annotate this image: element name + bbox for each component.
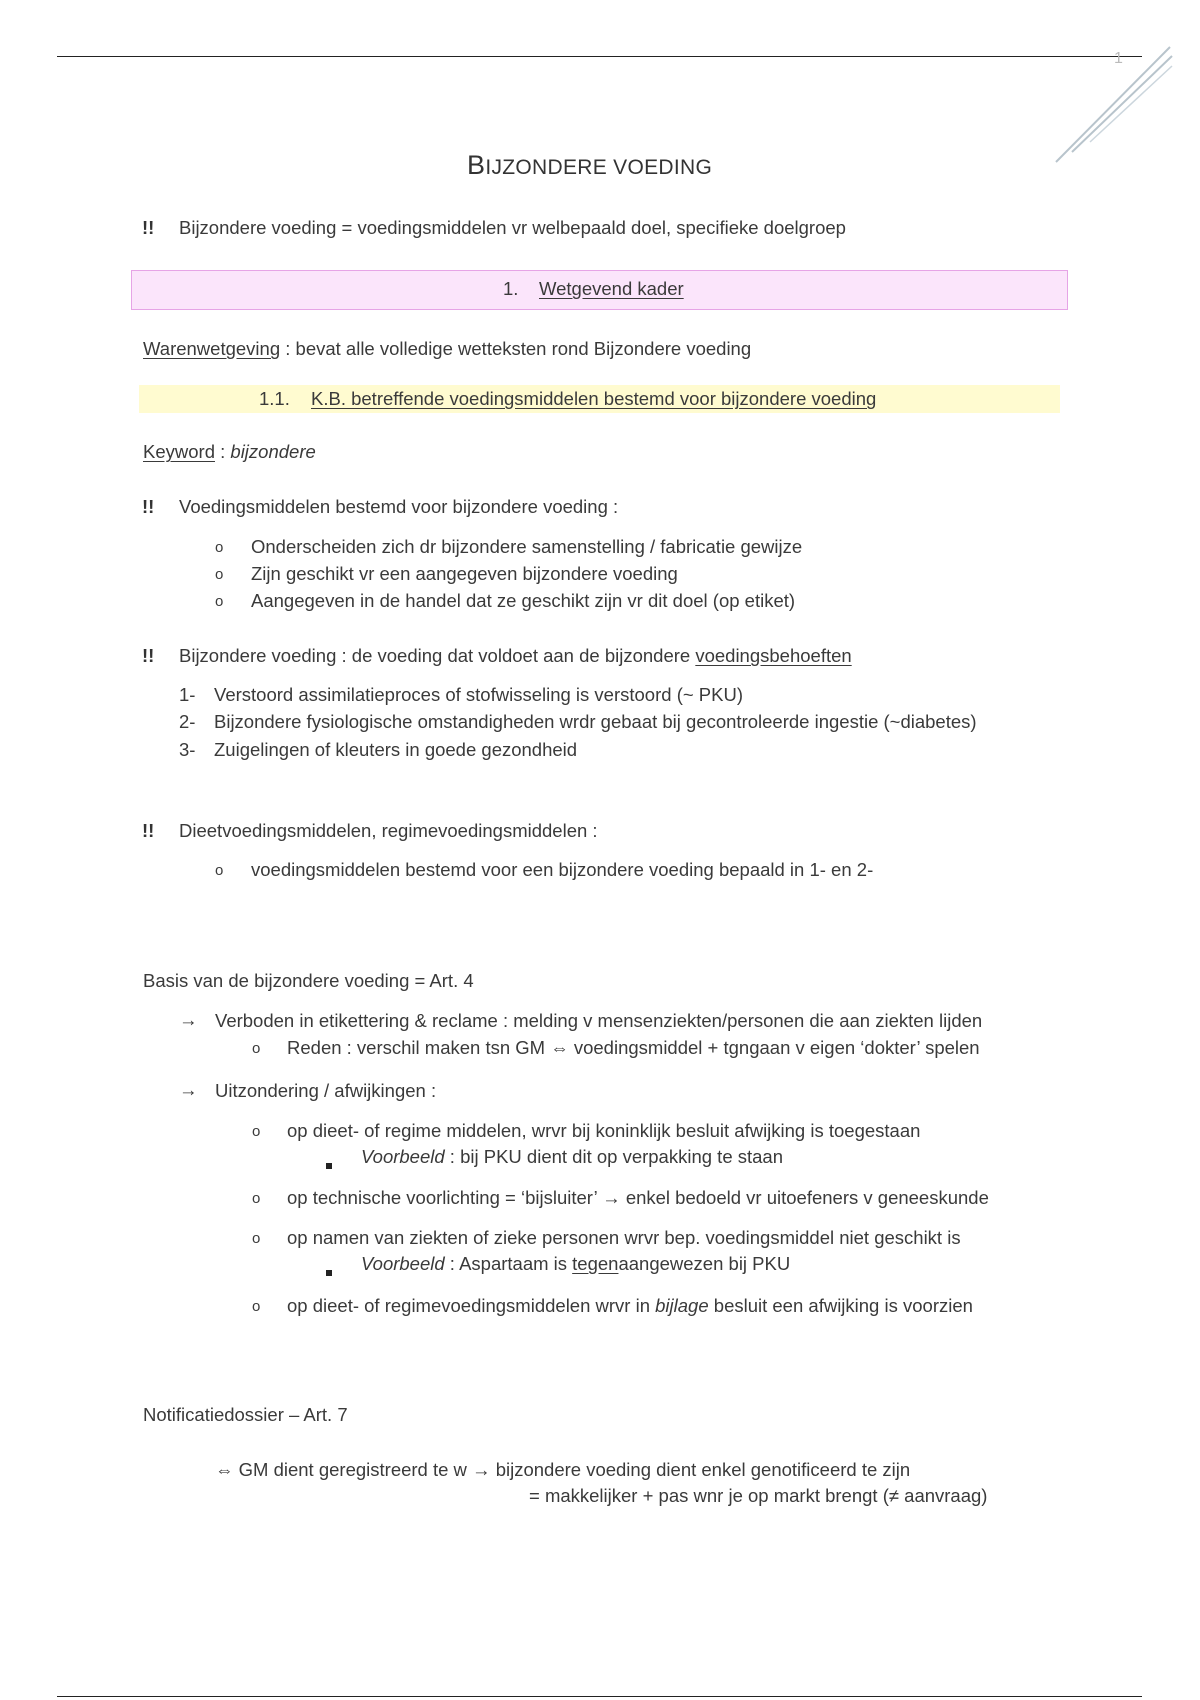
art7-line-2: = makkelijker + pas wnr je op markt brengt (≠ aanvraag) xyxy=(529,1485,988,1506)
dieet-heading: Dieetvoedingsmiddelen, regimevoedingsmiddelen : xyxy=(179,820,598,841)
attention-marker: !! xyxy=(142,217,155,238)
numbered-item: Bijzondere fysiologische omstandigheden wrdr gebaat bij gecontroleerde ingestie (~diabetes) xyxy=(214,711,977,732)
circle-bullet-icon: o xyxy=(215,593,224,610)
section-1-1-title: K.B. betreffende voedingsmiddelen bestemd voor bijzondere voeding xyxy=(311,388,877,409)
attention-marker: !! xyxy=(142,645,155,666)
art7-line-1: ⇔ GM dient geregistreerd te w → bijzondere voeding dient enkel genotificeerd te zijn xyxy=(215,1459,911,1480)
circle-bullet-icon: o xyxy=(215,539,224,556)
circle-bullet-icon: o xyxy=(215,862,224,879)
footer-rule xyxy=(57,1696,1142,1697)
circle-bullet-icon: o xyxy=(252,1190,261,1207)
circle-bullet-icon: o xyxy=(252,1230,261,1247)
intro-text: Bijzondere voeding = voedingsmiddelen vr welbepaald doel, specifieke doelgroep xyxy=(179,217,846,238)
art4-heading: Basis van de bijzondere voeding = Art. 4 xyxy=(143,970,474,991)
numbered-item-num: 3- xyxy=(179,739,196,760)
right-arrow-icon: → xyxy=(179,1009,198,1030)
page-title: BIJZONDERE VOEDING xyxy=(467,150,713,180)
art7-heading: Notificatiedossier – Art. 7 xyxy=(143,1404,348,1425)
list-item: voedingsmiddelen bestemd voor een bijzondere voeding bepaald in 1- en 2- xyxy=(251,859,874,880)
numbered-item-num: 1- xyxy=(179,684,196,705)
list-item: Onderscheiden zich dr bijzondere samenstelling / fabricatie gewijze xyxy=(251,536,803,557)
numbered-item-num: 2- xyxy=(179,711,196,732)
art4-uitzondering: Uitzondering / afwijkingen : xyxy=(215,1080,437,1101)
warenwetgeving-line: Warenwetgeving : bevat alle volledige wetteksten rond Bijzondere voeding xyxy=(143,338,752,359)
exception-item: op dieet- of regime middelen, wrvr bij koninklijk besluit afwijking is toegestaan xyxy=(287,1120,921,1141)
list-item: Aangegeven in de handel dat ze geschikt zijn vr dit doel (op etiket) xyxy=(251,590,796,611)
keyword-line: Keyword : bijzondere xyxy=(143,441,316,462)
section-1-1-number: 1.1. xyxy=(259,388,290,409)
square-bullet-icon xyxy=(326,1152,332,1174)
attention-marker: !! xyxy=(142,496,155,517)
art4-reden: Reden : verschil maken tsn GM ⇔ voedingsmiddel + tgngaan v eigen ‘dokter’ spelen xyxy=(287,1037,980,1058)
art4-verboden: Verboden in etikettering & reclame : melding v mensenziekten/personen die aan ziekten lijden xyxy=(215,1010,983,1031)
list-item: Zijn geschikt vr een aangegeven bijzondere voeding xyxy=(251,563,678,584)
circle-bullet-icon: o xyxy=(252,1040,261,1057)
page-number: 1 xyxy=(1114,50,1123,67)
section-1-number: 1. xyxy=(503,278,519,299)
circle-bullet-icon: o xyxy=(252,1123,261,1140)
exception-item: op technische voorlichting = ‘bijsluiter’ → enkel bedoeld vr uitoefeners v geneeskunde xyxy=(287,1187,989,1208)
header-rule xyxy=(57,56,1142,57)
warenwetgeving-term: Warenwetgeving xyxy=(143,338,281,359)
circle-bullet-icon: o xyxy=(252,1298,261,1315)
example-item: Voorbeeld : bij PKU dient dit op verpakking te staan xyxy=(361,1146,784,1167)
example-item: Voorbeeld : Aspartaam is tegenaangewezen bij PKU xyxy=(361,1253,791,1274)
attention-marker: !! xyxy=(142,820,155,841)
corner-decoration-icon xyxy=(1050,42,1180,172)
bv-heading: Bijzondere voeding : de voeding dat voldoet aan de bijzondere voedingsbehoeften xyxy=(179,645,852,666)
numbered-item: Zuigelingen of kleuters in goede gezondheid xyxy=(214,739,578,760)
right-arrow-icon: → xyxy=(179,1079,198,1100)
exception-item: op namen van ziekten of zieke personen wrvr bep. voedingsmiddel niet geschikt is xyxy=(287,1227,961,1248)
vm-heading: Voedingsmiddelen bestemd voor bijzondere voeding : xyxy=(179,496,619,517)
circle-bullet-icon: o xyxy=(215,566,224,583)
exception-item: op dieet- of regimevoedingsmiddelen wrvr in bijlage besluit een afwijking is voorzien xyxy=(287,1295,973,1316)
numbered-item: Verstoord assimilatieproces of stofwisseling is verstoord (~ PKU) xyxy=(214,684,743,705)
square-bullet-icon xyxy=(326,1259,332,1281)
section-1-title: Wetgevend kader xyxy=(539,278,684,299)
